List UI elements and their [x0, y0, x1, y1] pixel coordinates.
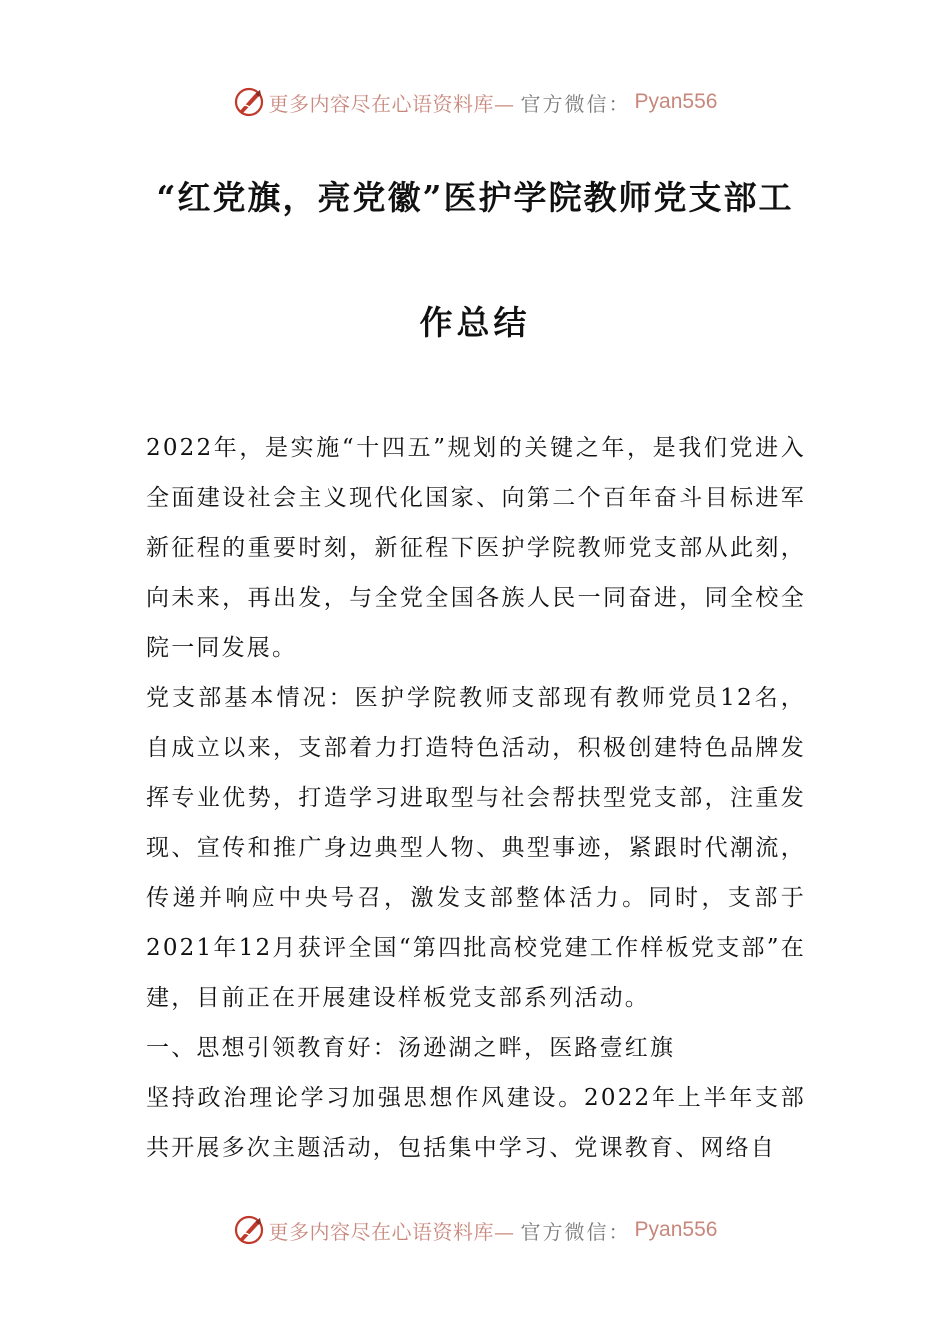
paragraph-section-1: 坚持政治理论学习加强思想作风建设。2022年上半年支部共开展多次主题活动，包括集中学习、党课教育、网络自: [146, 1085, 806, 1161]
paragraph-intro: 2022年，是实施“十四五”规划的关键之年，是我们党进入全面建设社会主义现代化国家、向第二个百年奋斗目标进军新征程的重要时刻，新征程下医护学院教师党支部从此刻，向未来，再出发，与全党全国各族人民一同奋进，同全校全院一同发展。: [146, 435, 806, 661]
watermark-wechat-id: Pyan556: [634, 90, 718, 113]
section-heading-1: 一、思想引领教育好：汤逊湖之畔，医路壹红旗: [146, 1035, 676, 1061]
header-watermark: [0, 86, 950, 118]
watermark-wechat-id: Pyan556: [634, 1218, 718, 1241]
document-body: [146, 423, 806, 1173]
quill-pen-icon: [233, 1214, 265, 1246]
watermark-wechat-label: 官方微信：: [520, 1219, 631, 1244]
watermark-text: 更多内容尽在心语资料库—: [268, 1219, 515, 1244]
document-title-line2: 作总结: [419, 303, 531, 342]
quill-pen-icon: [233, 86, 265, 118]
paragraph-basic-info: 党支部基本情况：医护学院教师支部现有教师党员12名，自成立以来，支部着力打造特色活动，积极创建特色品牌发挥专业优势，打造学习进取型与社会帮扶型党支部，注重发现、宣传和推广身边典型人物、典型事迹，紧跟时代潮流，传递并响应中央号召，激发支部整体活力。同时，支部于2021年12月获评全国“第四批高校党建工作样板党支部”在建，目前正在开展建设样板党支部系列活动。: [146, 685, 806, 1011]
document-title-line1: “红党旗，亮党徽”医护学院教师党支部工: [156, 178, 794, 217]
footer-watermark: [0, 1214, 950, 1246]
watermark-wechat-label: 官方微信：: [520, 91, 631, 116]
watermark-text: 更多内容尽在心语资料库—: [268, 91, 515, 116]
